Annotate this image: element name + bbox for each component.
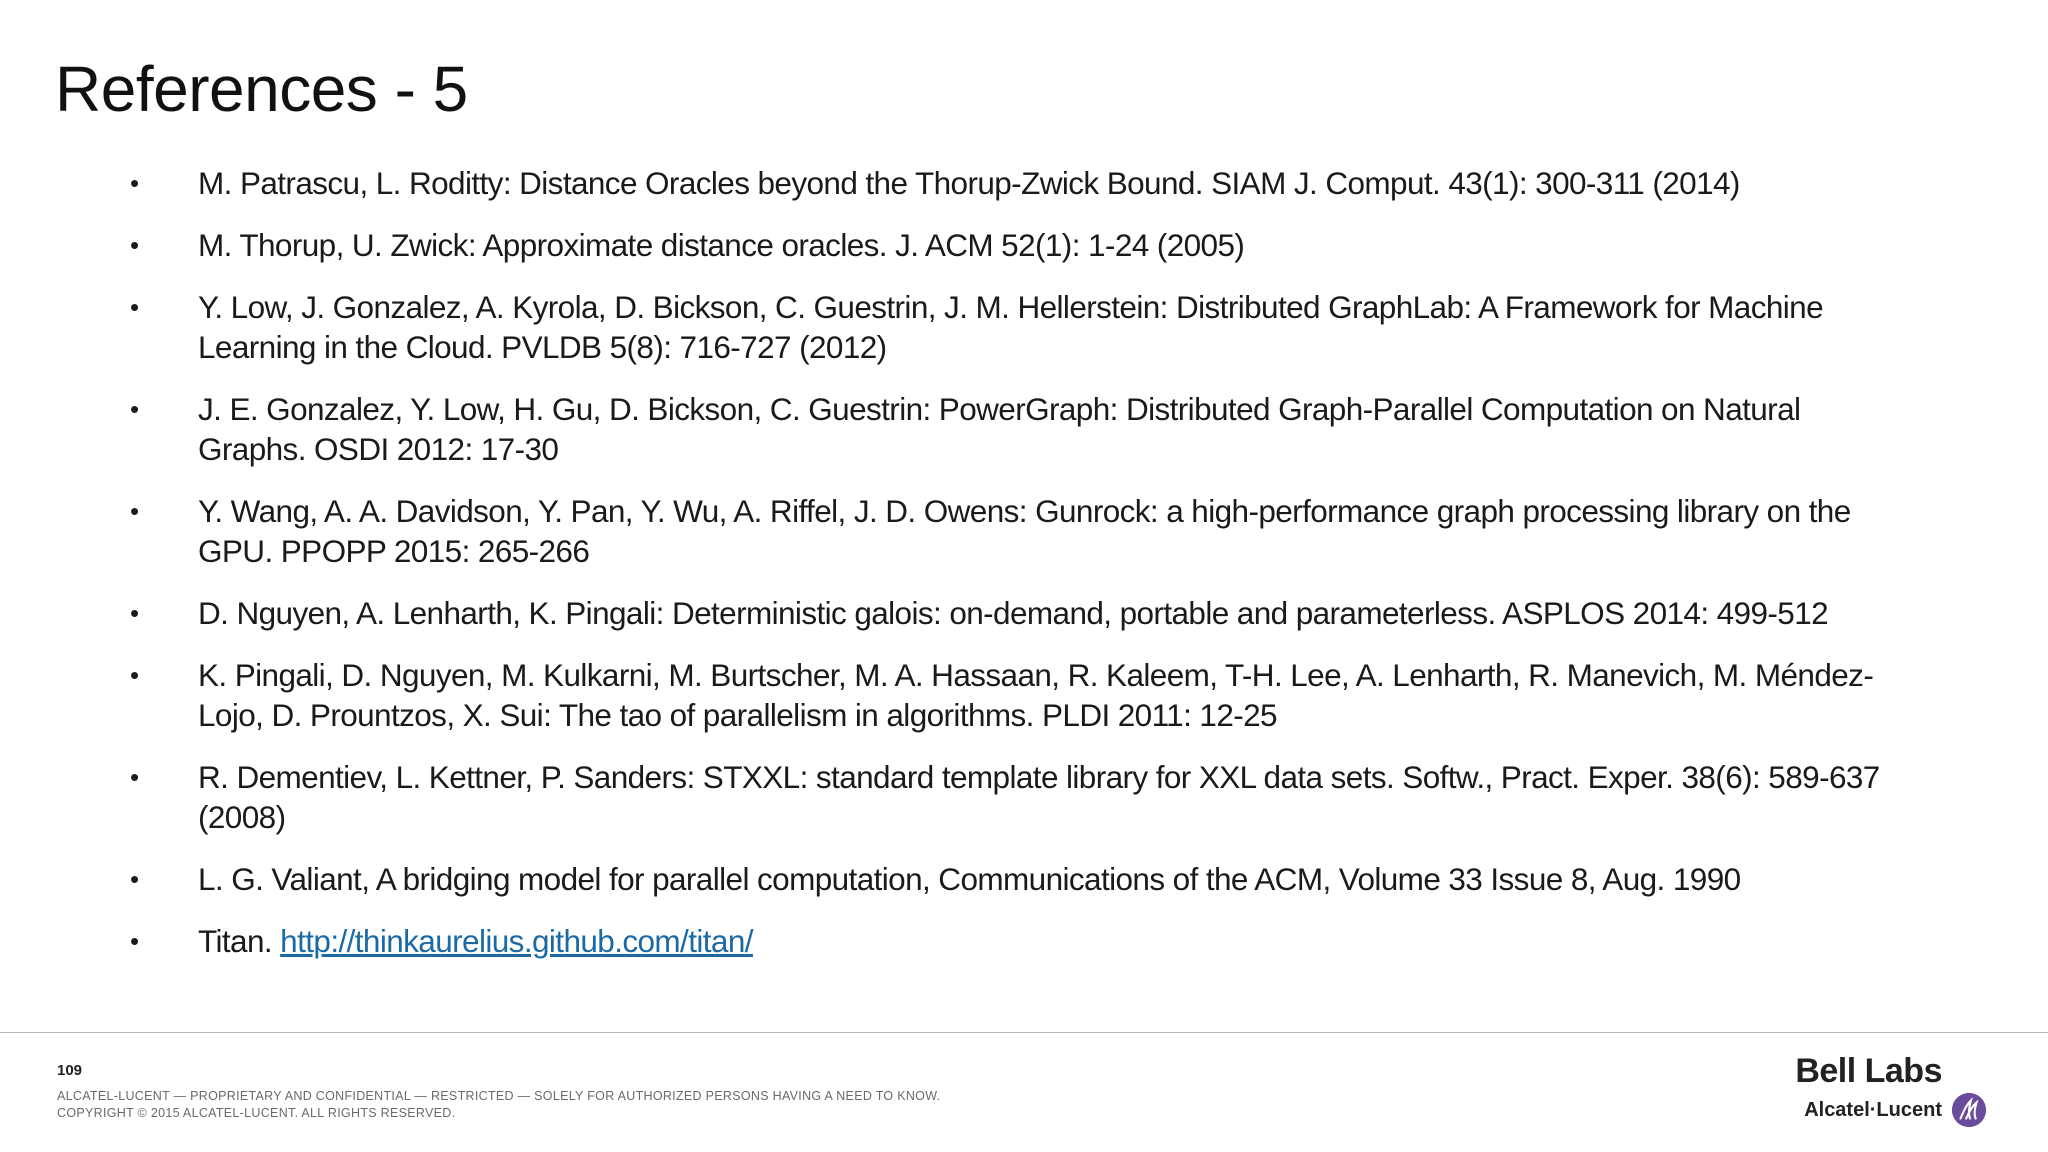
reference-item bbox=[130, 655, 1890, 735]
page-number: 109 bbox=[57, 1062, 83, 1079]
reference-text: D. Nguyen, A. Lenharth, K. Pingali: Deterministic galois: on-demand, portable and parameterless. ASPLOS 2014: 499-512 bbox=[198, 595, 1829, 631]
legal-line-1: ALCATEL-LUCENT — PROPRIETARY AND CONFIDENTIAL — RESTRICTED — SOLELY FOR AUTHORIZED PERSONS HAVING A NEED TO KNOW. bbox=[57, 1089, 941, 1103]
bullet-icon: • bbox=[130, 496, 139, 526]
reference-text: Titan. bbox=[198, 923, 281, 959]
bullet-icon: • bbox=[130, 864, 139, 894]
bullet-icon: • bbox=[130, 168, 139, 198]
bullet-icon: • bbox=[130, 762, 139, 792]
reference-text: R. Dementiev, L. Kettner, P. Sanders: STXXL: standard template library for XXL data sets. Softw., Pract. Exper. 38(6): 589-637 (2008) bbox=[198, 759, 1880, 835]
reference-text: M. Thorup, U. Zwick: Approximate distance oracles. J. ACM 52(1): 1-24 (2005) bbox=[198, 227, 1245, 263]
brand-title: Bell Labs bbox=[1795, 1052, 1942, 1090]
bullet-icon: • bbox=[130, 660, 139, 690]
bullet-icon: • bbox=[130, 926, 139, 956]
bullet-icon: • bbox=[130, 230, 139, 260]
brand-subtitle: Alcatel·Lucent bbox=[1804, 1098, 1942, 1121]
reference-text: K. Pingali, D. Nguyen, M. Kulkarni, M. Burtscher, M. A. Hassaan, R. Kaleem, T-H. Lee, A. Lenharth, R. Manevich, M. Méndez-Lojo, D. Prountzos, X. Sui: The tao of parallelism in algorithms. PLDI 2011: 12-25 bbox=[198, 657, 1874, 733]
reference-item bbox=[130, 491, 1890, 571]
brand-logo-block bbox=[1795, 1052, 1988, 1129]
bullet-icon: • bbox=[130, 394, 139, 424]
reference-item bbox=[130, 859, 1890, 899]
reference-item bbox=[130, 757, 1890, 837]
reference-text: L. G. Valiant, A bridging model for parallel computation, Communications of the ACM, Volume 33 Issue 8, Aug. 1990 bbox=[198, 861, 1741, 897]
titan-link[interactable]: http://thinkaurelius.github.com/titan/ bbox=[280, 923, 753, 959]
reference-item bbox=[130, 287, 1890, 367]
reference-text: M. Patrascu, L. Roditty: Distance Oracles beyond the Thorup-Zwick Bound. SIAM J. Comput. 43(1): 300-311 (2014) bbox=[198, 165, 1740, 201]
slide-title: References - 5 bbox=[55, 53, 468, 125]
reference-item bbox=[130, 163, 1890, 203]
legal-notice bbox=[57, 1088, 940, 1122]
reference-text: J. E. Gonzalez, Y. Low, H. Gu, D. Bickson, C. Guestrin: PowerGraph: Distributed Graph-Parallel Computation on Natural Graphs. OSDI 2012: 17-30 bbox=[198, 391, 1801, 467]
alcatel-lucent-logo-icon bbox=[1950, 1091, 1988, 1129]
reference-item-titan bbox=[130, 921, 1890, 961]
reference-item bbox=[130, 225, 1890, 265]
bullet-icon: • bbox=[130, 292, 139, 322]
bullet-icon: • bbox=[130, 598, 139, 628]
reference-item bbox=[130, 593, 1890, 633]
reference-text: Y. Low, J. Gonzalez, A. Kyrola, D. Bickson, C. Guestrin, J. M. Hellerstein: Distributed GraphLab: A Framework for Machine Learning in the Cloud. PVLDB 5(8): 716-727 (2012) bbox=[198, 289, 1824, 365]
footer-divider bbox=[0, 1032, 2048, 1033]
legal-line-2: COPYRIGHT © 2015 ALCATEL-LUCENT. ALL RIGHTS RESERVED. bbox=[57, 1106, 456, 1120]
reference-item bbox=[130, 389, 1890, 469]
reference-text: Y. Wang, A. A. Davidson, Y. Pan, Y. Wu, A. Riffel, J. D. Owens: Gunrock: a high-performance graph processing library on the GPU. PPOPP 2015: 265-266 bbox=[198, 493, 1851, 569]
reference-list bbox=[130, 163, 1890, 983]
